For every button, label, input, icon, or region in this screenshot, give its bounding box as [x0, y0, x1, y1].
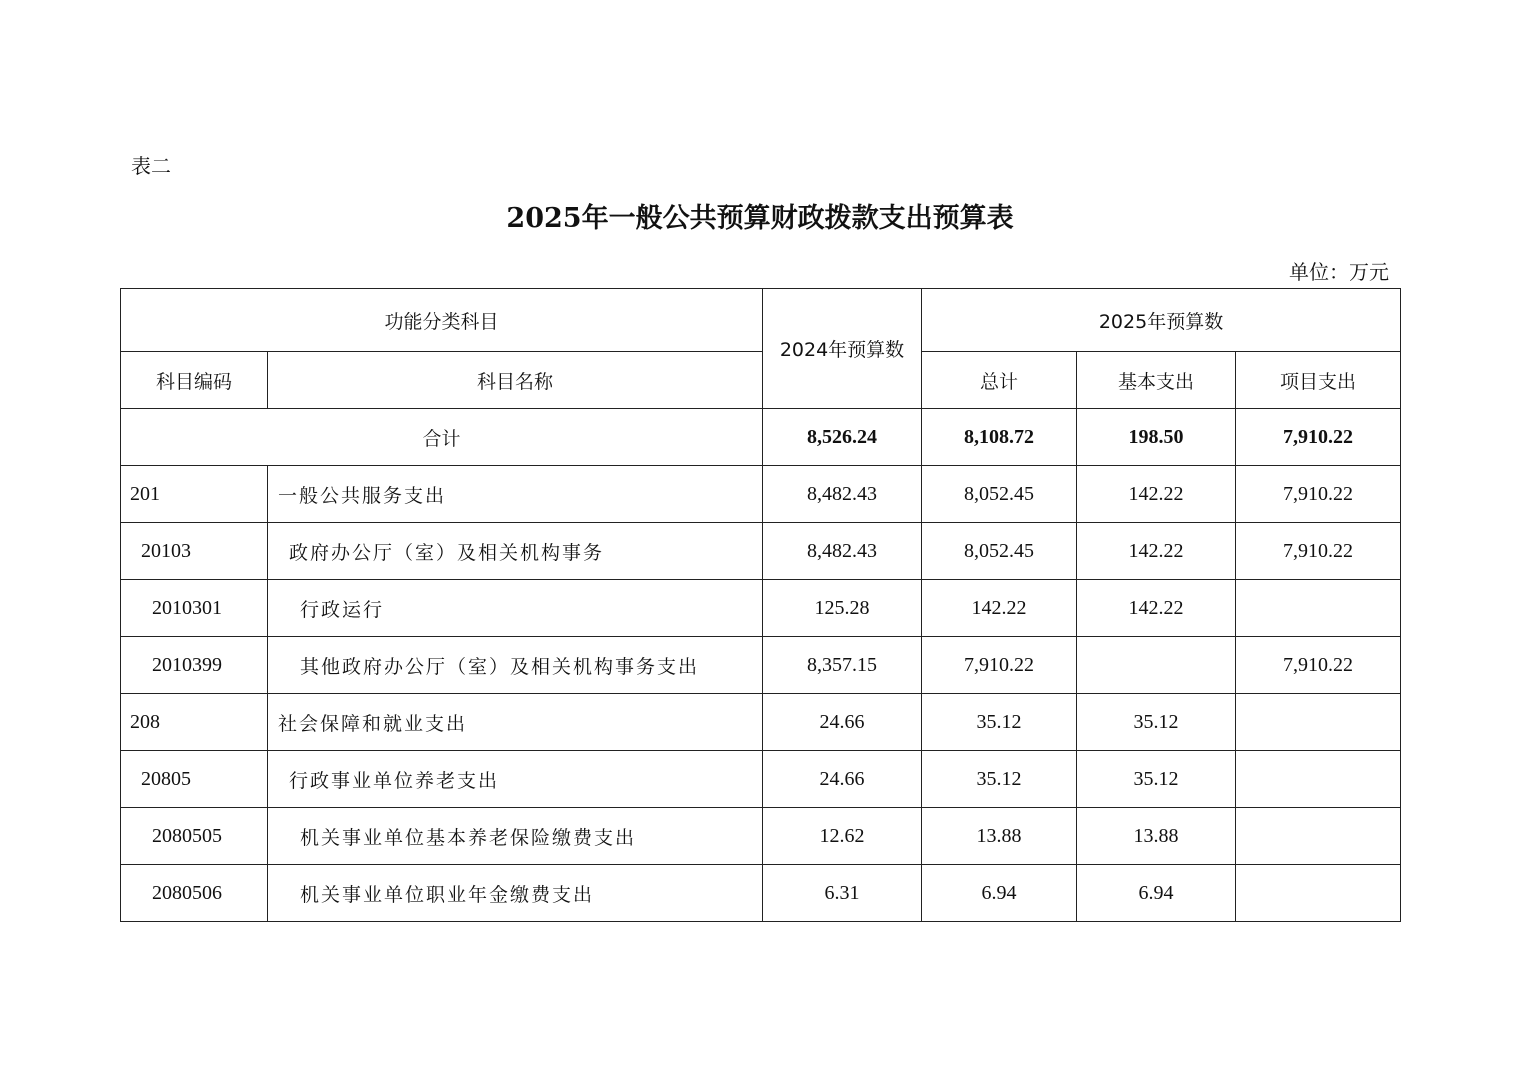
row-project [1236, 580, 1401, 637]
header-total: 总计 [922, 352, 1077, 409]
row-basic: 6.94 [1077, 865, 1236, 922]
total-project: 7,910.22 [1236, 409, 1401, 466]
row-name: 政府办公厅（室）及相关机构事务 [268, 523, 763, 580]
row-total: 8,052.45 [922, 523, 1077, 580]
row-name: 机关事业单位职业年金缴费支出 [268, 865, 763, 922]
row-total: 35.12 [922, 751, 1077, 808]
row-name: 社会保障和就业支出 [268, 694, 763, 751]
row-project: 7,910.22 [1236, 637, 1401, 694]
row-project: 7,910.22 [1236, 523, 1401, 580]
row-name: 一般公共服务支出 [268, 466, 763, 523]
row-total: 7,910.22 [922, 637, 1077, 694]
row-total: 8,052.45 [922, 466, 1077, 523]
header-code: 科目编码 [121, 352, 268, 409]
row-basic: 35.12 [1077, 694, 1236, 751]
row-prev: 12.62 [763, 808, 922, 865]
row-total: 35.12 [922, 694, 1077, 751]
table-row [121, 808, 1401, 865]
table-row [121, 694, 1401, 751]
total-row [121, 409, 1401, 466]
table-row [121, 637, 1401, 694]
row-code: 201 [121, 466, 268, 523]
row-prev: 24.66 [763, 751, 922, 808]
table-row [121, 751, 1401, 808]
row-basic [1077, 637, 1236, 694]
header-curr-budget: 2025年预算数 [922, 289, 1401, 352]
row-code: 2080505 [121, 808, 268, 865]
header-prev-budget: 2024年预算数 [763, 289, 922, 409]
document-title: 2025年一般公共预算财政拨款支出预算表 [506, 203, 1014, 234]
row-prev: 8,482.43 [763, 523, 922, 580]
header-name: 科目名称 [268, 352, 763, 409]
row-prev: 8,482.43 [763, 466, 922, 523]
row-project [1236, 694, 1401, 751]
row-prev: 24.66 [763, 694, 922, 751]
row-total: 6.94 [922, 865, 1077, 922]
row-project [1236, 865, 1401, 922]
table-row [121, 466, 1401, 523]
table-label: 表二 [131, 154, 171, 178]
header-func-category: 功能分类科目 [121, 289, 763, 352]
row-project [1236, 751, 1401, 808]
header-basic: 基本支出 [1077, 352, 1236, 409]
row-basic: 35.12 [1077, 751, 1236, 808]
row-project: 7,910.22 [1236, 466, 1401, 523]
row-project [1236, 808, 1401, 865]
row-prev: 8,357.15 [763, 637, 922, 694]
row-basic: 142.22 [1077, 523, 1236, 580]
table-row [121, 580, 1401, 637]
row-code: 208 [121, 694, 268, 751]
row-total: 13.88 [922, 808, 1077, 865]
row-name: 行政事业单位养老支出 [268, 751, 763, 808]
total-total: 8,108.72 [922, 409, 1077, 466]
header-project: 项目支出 [1236, 352, 1401, 409]
total-prev: 8,526.24 [763, 409, 922, 466]
total-label: 合计 [121, 409, 763, 466]
row-code: 20103 [121, 523, 268, 580]
row-code: 2010301 [121, 580, 268, 637]
row-code: 20805 [121, 751, 268, 808]
total-basic: 198.50 [1077, 409, 1236, 466]
row-code: 2010399 [121, 637, 268, 694]
row-name: 机关事业单位基本养老保险缴费支出 [268, 808, 763, 865]
row-prev: 125.28 [763, 580, 922, 637]
budget-table [120, 288, 1401, 922]
row-code: 2080506 [121, 865, 268, 922]
row-basic: 142.22 [1077, 580, 1236, 637]
row-prev: 6.31 [763, 865, 922, 922]
row-basic: 142.22 [1077, 466, 1236, 523]
row-total: 142.22 [922, 580, 1077, 637]
row-basic: 13.88 [1077, 808, 1236, 865]
row-name: 行政运行 [268, 580, 763, 637]
table-row [121, 865, 1401, 922]
table-row [121, 523, 1401, 580]
row-name: 其他政府办公厅（室）及相关机构事务支出 [268, 637, 763, 694]
unit-label: 单位：万元 [1289, 260, 1389, 284]
